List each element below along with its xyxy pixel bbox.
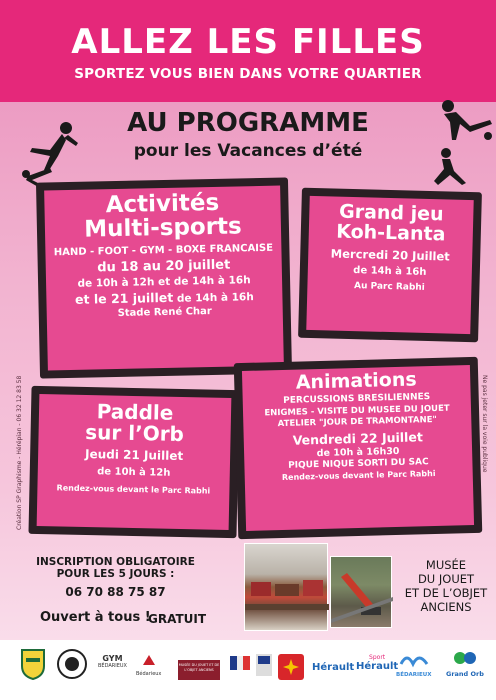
paddle-date: Jeudi 21 Juillet	[84, 446, 184, 464]
club-shield-logo-icon	[20, 648, 46, 680]
republique-logo-icon	[230, 656, 250, 678]
herault-sport-text: Sport	[369, 654, 386, 661]
poster-title: ALLEZ LES FILLES	[71, 22, 425, 62]
animations-meeting: Rendez-vous devant le Parc Rabhi	[281, 468, 436, 483]
museum-photo-left	[244, 543, 328, 631]
animations-line3: ATELIER "JOUR DE TRAMONTANE"	[277, 414, 438, 429]
bedarieux-town-text: BÉDARIEUX	[396, 672, 432, 678]
bedarieux-sport-logo	[136, 652, 161, 677]
herault-logo-1	[312, 662, 354, 673]
multisports-title-2: Multi-sports	[83, 213, 242, 243]
free-text: GRATUIT	[148, 612, 207, 626]
musee-logo: MUSÉE DU JOUET ET DE L’OBJET ANCIENS	[178, 660, 220, 680]
kohlanta-title-1: Grand jeu	[338, 200, 444, 226]
inscription-block	[28, 556, 203, 599]
musee-line3: ET DE L’OBJET	[404, 586, 488, 601]
inscription-phone: 06 70 88 75 87	[65, 585, 166, 599]
museum-name	[400, 558, 492, 614]
kicker-silhouette-icon	[430, 96, 494, 146]
musee-line1: MUSÉE	[425, 558, 467, 572]
program-subtitle: pour les Vacances d’été	[133, 141, 363, 161]
occitanie-logo-icon	[278, 654, 304, 680]
athlete-logo-icon	[139, 653, 159, 667]
inscription-line2: POUR LES 5 JOURS :	[56, 568, 175, 580]
herault-logo-2	[356, 654, 398, 672]
grand-orb-logo	[446, 650, 484, 678]
animations-line2: ENIGMES - VISITE DU MUSEE DU JOUET	[264, 403, 450, 419]
partner-logos-strip	[0, 640, 496, 700]
paddle-meeting: Rendez-vous devant le Parc Rabhi	[56, 482, 211, 496]
inscription-line1: INSCRIPTION OBLIGATOIRE	[36, 556, 195, 568]
open-to-all-text: Ouvert à tous !	[40, 610, 151, 625]
paddle-hours: de 10h à 12h	[97, 465, 171, 479]
museum-photo-right	[330, 556, 392, 628]
prefecture-logo-icon	[256, 654, 272, 676]
multisports-hours2: de 14h à 16h	[176, 290, 254, 305]
animations-date: Vendredi 22 Juillet	[292, 429, 423, 448]
animations-hours: de 10h à 16h30	[316, 445, 400, 460]
gym-logo	[98, 654, 127, 669]
multisports-activities: HAND - FOOT - GYM - BOXE FRANCAISE	[53, 242, 274, 259]
credit-text: Création SP Graphisme - Hérépian - 06 32 12 83 58	[16, 375, 23, 530]
no-litter-text: Ne pas jeter sur la voie publique	[481, 375, 488, 473]
animations-card	[234, 357, 483, 539]
kohlanta-hours: de 14h à 16h	[353, 264, 427, 278]
kohlanta-place: Au Parc Rabhi	[353, 280, 425, 293]
multisports-place: Stade René Char	[117, 306, 212, 320]
program-title: AU PROGRAMME	[127, 108, 369, 138]
bedarieux-logo-text: Bédarieux	[136, 671, 162, 677]
musee-line4: ANCIENS	[420, 600, 472, 615]
waves-logo-icon	[399, 650, 429, 668]
paddle-card	[28, 386, 239, 538]
round-sport-logo-icon	[56, 648, 88, 680]
grand-orb-text: Grand Orb	[446, 670, 484, 678]
herault-logo-text-1: Hérault	[312, 662, 355, 673]
kohlanta-title-2: Koh-Lanta	[335, 220, 446, 246]
jumper-silhouette-icon	[420, 145, 470, 189]
animations-title: Animations	[295, 368, 417, 394]
poster-subtitle: SPORTEZ VOUS BIEN DANS VOTRE QUARTIER	[74, 66, 422, 82]
kohlanta-date: Mercredi 20 Juillet	[330, 246, 450, 264]
multisports-title-1: Activités	[105, 189, 220, 219]
musee-line2: DU JOUET	[417, 572, 475, 587]
animations-line1: PERCUSSIONS BRESILIENNES	[283, 392, 431, 406]
paddle-title-1: Paddle	[96, 399, 174, 425]
multisports-card	[36, 177, 292, 378]
gym-logo-text: GYM	[102, 654, 123, 663]
multisports-dates: du 18 au 20 juillet	[97, 257, 231, 276]
paddle-title-2: sur l’Orb	[85, 419, 185, 447]
herault-logo-text-2: Hérault	[356, 661, 399, 672]
bedarieux-town-logo	[396, 650, 432, 678]
animations-picnic: PIQUE NIQUE SORTI DU SAC	[288, 457, 429, 472]
multisports-hours: de 10h à 12h et de 14h à 16h	[77, 274, 251, 290]
multisports-date2: et le 21 juillet	[74, 289, 174, 307]
grand-orb-icon	[452, 650, 478, 666]
kohlanta-card	[298, 188, 482, 343]
gym-logo-sub: BÉDARIEUX	[98, 663, 127, 669]
